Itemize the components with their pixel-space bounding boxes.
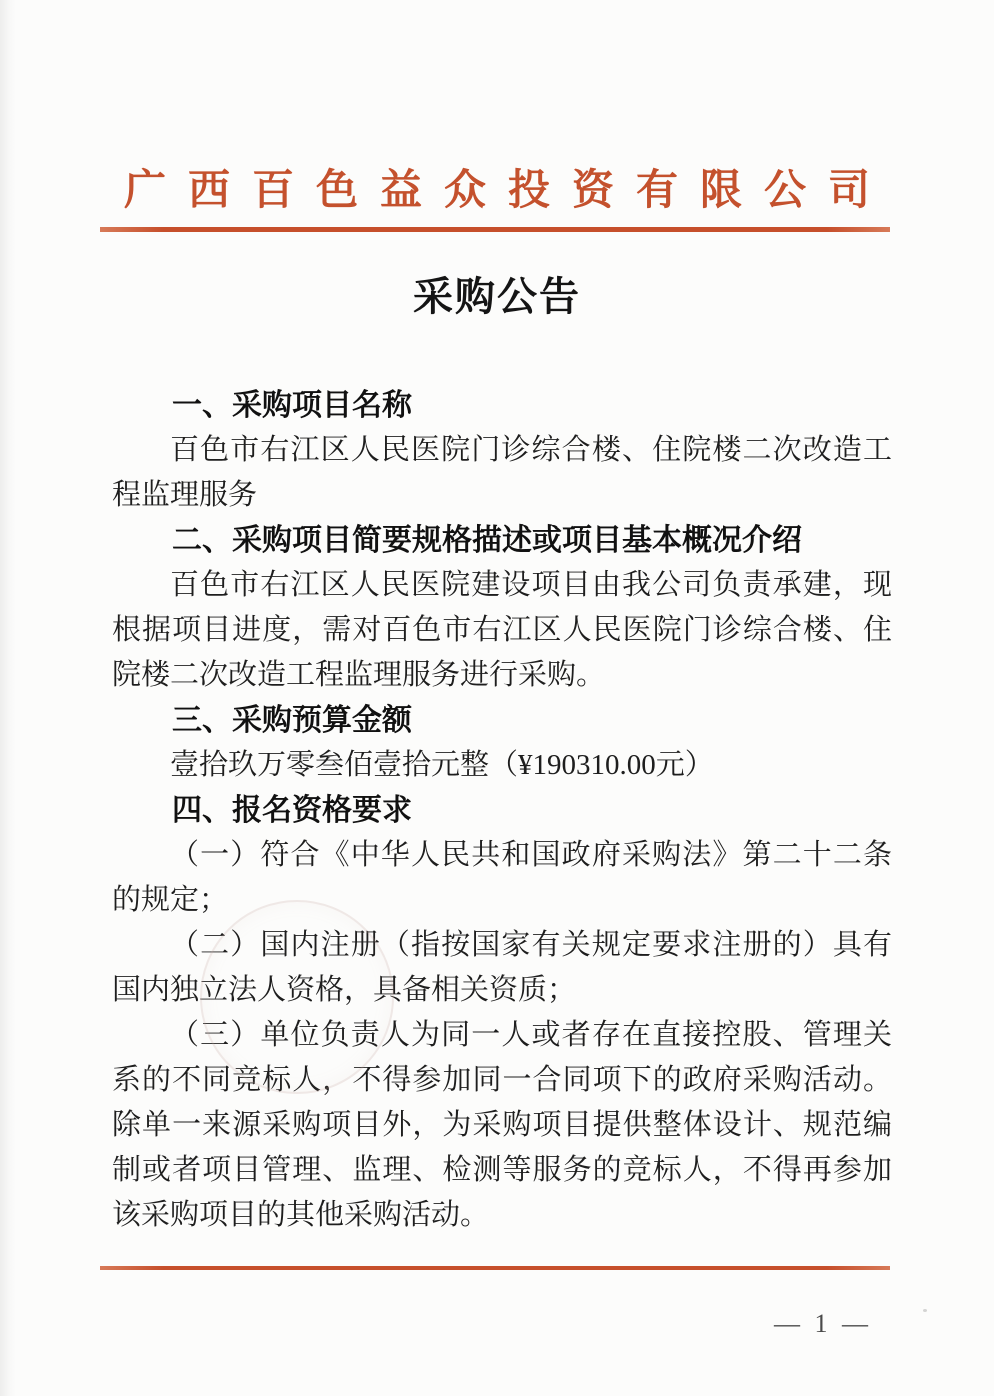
scan-noise-speck [923, 1309, 927, 1312]
paragraph-qualification-item-1: （一）符合《中华人民共和国政府采购法》第二十二条的规定； [112, 839, 892, 916]
section-heading-budget: 三、采购预算金额 [172, 704, 412, 737]
section-heading-project-overview: 二、采购项目简要规格描述或项目基本概况介绍 [172, 524, 802, 557]
paragraph-project-name: 百色市右江区人民医院门诊综合楼、住院楼二次改造工程监理服务 [112, 434, 892, 511]
company-letterhead: 广西百色益众投资有限公司 [123, 168, 892, 214]
paragraph-budget-amount: 壹拾玖万零叁佰壹拾元整（¥190310.00元） [170, 749, 714, 781]
section-heading-qualification: 四、报名资格要求 [172, 794, 412, 827]
letterhead-divider-line [100, 227, 890, 232]
paragraph-qualification-item-3: （三）单位负责人为同一人或者存在直接控股、管理关系的不同竞标人，不得参加同一合同项下的政府采购活动。除单一来源采购项目外，为采购项目提供整体设计、规范编制或者项目管理、监理、检测等服务的竞标人，不得再参加该采购项目的其他采购活动。 [112, 1019, 892, 1231]
section-heading-project-name: 一、采购项目名称 [172, 389, 412, 422]
footer-divider-line [100, 1266, 890, 1270]
document-body [112, 383, 892, 1238]
document-title: 采购公告 [413, 274, 581, 319]
paragraph-project-overview: 百色市右江区人民医院建设项目由我公司负责承建，现根据项目进度，需对百色市右江区人民医院门诊综合楼、住院楼二次改造工程监理服务进行采购。 [112, 569, 892, 691]
faint-stamp-watermark [200, 900, 394, 1094]
page-number: — 1 — [774, 1309, 872, 1338]
paragraph-qualification-item-2: （二）国内注册（指按国家有关规定要求注册的）具有国内独立法人资格，具备相关资质； [112, 929, 892, 1006]
